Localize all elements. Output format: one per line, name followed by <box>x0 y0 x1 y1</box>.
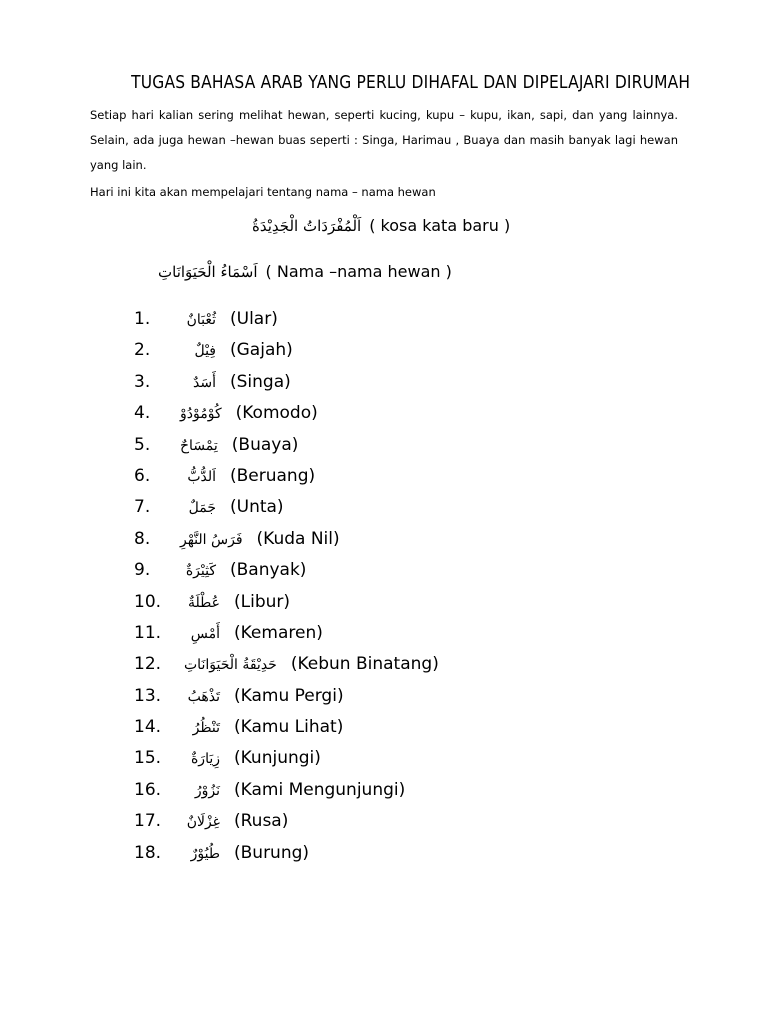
vocab-item-meaning: (Kunjungi) <box>234 748 321 769</box>
vocab-item-number: 10. <box>134 591 162 612</box>
vocab-item-arabic: تَذْهَبُ <box>187 688 220 705</box>
vocab-item <box>134 743 439 774</box>
vocab-item-number: 4. <box>134 403 151 424</box>
vocab-item-number: 3. <box>134 371 151 392</box>
vocab-item-meaning: (Rusa) <box>234 811 289 832</box>
vocab-item <box>134 712 439 743</box>
vocab-item-meaning: (Kuda Nil) <box>256 528 340 549</box>
vocab-item-number: 2. <box>134 340 151 361</box>
vocab-item-arabic: عُطْلَةٌ <box>188 594 220 611</box>
vocab-item <box>134 649 439 680</box>
vocab-item-meaning: (Singa) <box>230 371 291 392</box>
vocab-item-number: 9. <box>134 560 151 581</box>
vocab-item-meaning: (Beruang) <box>230 465 316 486</box>
vocab-item-number: 18. <box>134 842 162 863</box>
vocab-item-arabic: طُيُوْرٌ <box>190 845 220 862</box>
vocab-heading-text: ( kosa kata baru ) <box>369 216 511 235</box>
vocab-item-number: 5. <box>134 434 151 455</box>
vocab-item-meaning: (Komodo) <box>235 403 318 424</box>
vocab-item-number: 13. <box>134 685 162 706</box>
vocab-item-arabic: فِيْلٌ <box>194 343 216 360</box>
vocab-item-arabic: ثُعْبَانٌ <box>186 312 216 328</box>
vocab-item-meaning: (Kamu Pergi) <box>234 685 344 706</box>
vocab-item-arabic: اَلدُّبُّ <box>187 468 216 485</box>
vocab-item-meaning: (Buaya) <box>231 434 299 455</box>
vocab-item-meaning: (Burung) <box>234 842 310 863</box>
vocab-item <box>134 681 439 712</box>
vocab-item-number: 12. <box>134 654 162 675</box>
vocab-item-number: 8. <box>134 528 151 549</box>
animals-heading <box>158 262 452 281</box>
vocab-item-meaning: (Kemaren) <box>234 622 323 643</box>
vocab-item-number: 7. <box>134 497 151 518</box>
vocab-item <box>134 618 439 649</box>
vocab-item-number: 14. <box>134 717 162 738</box>
vocab-item-number: 16. <box>134 779 162 800</box>
vocab-heading-arabic: اَلْمُفْرَدَاتُ الْجَدِيْدَةُ <box>252 217 362 235</box>
vocab-item <box>134 806 439 837</box>
vocab-item-arabic: كُوْمُوْدُوْ <box>180 406 222 423</box>
vocab-item <box>134 838 439 869</box>
topic-line: Hari ini kita akan mempelajari tentang nama – nama hewan <box>90 185 436 199</box>
vocab-item <box>134 304 439 335</box>
vocab-item-number: 6. <box>134 465 151 486</box>
vocab-item <box>134 367 439 398</box>
vocab-item <box>134 492 439 523</box>
vocab-item <box>134 398 439 429</box>
vocab-item-arabic: كَثِيْرَةٌ <box>185 563 216 580</box>
vocab-item <box>134 335 439 366</box>
vocab-item-meaning: (Kebun Binatang) <box>290 654 439 675</box>
vocab-item-meaning: (Libur) <box>234 591 291 612</box>
vocab-item-meaning: (Banyak) <box>230 560 307 581</box>
vocab-item-meaning: (Kamu Lihat) <box>234 717 344 738</box>
vocab-item-arabic: زِيَارَةٌ <box>190 751 220 768</box>
vocab-item-number: 15. <box>134 748 162 769</box>
vocab-item-arabic: فَرَسُ النَّهْرِ <box>180 531 243 548</box>
vocab-item-meaning: (Kami Mengunjungi) <box>234 779 406 800</box>
vocab-item-meaning: (Unta) <box>230 497 284 518</box>
vocab-item-meaning: (Gajah) <box>230 340 293 361</box>
vocab-item <box>134 587 439 618</box>
vocab-item-number: 17. <box>134 811 162 832</box>
vocab-item-number: 11. <box>134 622 162 643</box>
animals-heading-text: ( Nama –nama hewan ) <box>265 262 452 281</box>
vocab-item <box>134 555 439 586</box>
vocab-item-arabic: أَسَدٌ <box>193 374 216 391</box>
vocab-item-meaning: (Ular) <box>230 309 278 329</box>
vocab-list <box>134 304 439 869</box>
vocab-item-arabic: أَمْسِ <box>190 625 220 642</box>
vocab-item-arabic: نَزُوْرُ <box>194 782 220 799</box>
vocab-heading <box>252 216 510 235</box>
vocab-item-arabic: جَمَلٌ <box>188 500 216 517</box>
vocab-item-arabic: غِزْلَانٌ <box>186 814 220 831</box>
vocab-item <box>134 461 439 492</box>
vocab-item-arabic: حَدِيْقَةُ الْحَيَوَانَاتِ <box>184 657 277 674</box>
vocab-item <box>134 524 439 555</box>
vocab-item-arabic: تِمْسَاحٌ <box>180 437 218 454</box>
page-title: TUGAS BAHASA ARAB YANG PERLU DIHAFAL DAN DIPELAJARI DIRUMAH <box>131 72 691 93</box>
vocab-item-number: 1. <box>134 309 151 329</box>
vocab-item <box>134 775 439 806</box>
intro-paragraph: Setiap hari kalian sering melihat hewan, seperti kucing, kupu – kupu, ikan, sapi, dan yang lainnya. Selain, ada juga hewan –hewan buas seperti : Singa, Harimau , Buaya dan masih banyak lagi hewan yang lain. <box>90 108 678 172</box>
vocab-item <box>134 430 439 461</box>
vocab-item-arabic: تَنْظُرُ <box>192 720 220 737</box>
animals-heading-arabic: اَسْمَاءُ الْحَيَوَانَاتِ <box>158 263 258 281</box>
